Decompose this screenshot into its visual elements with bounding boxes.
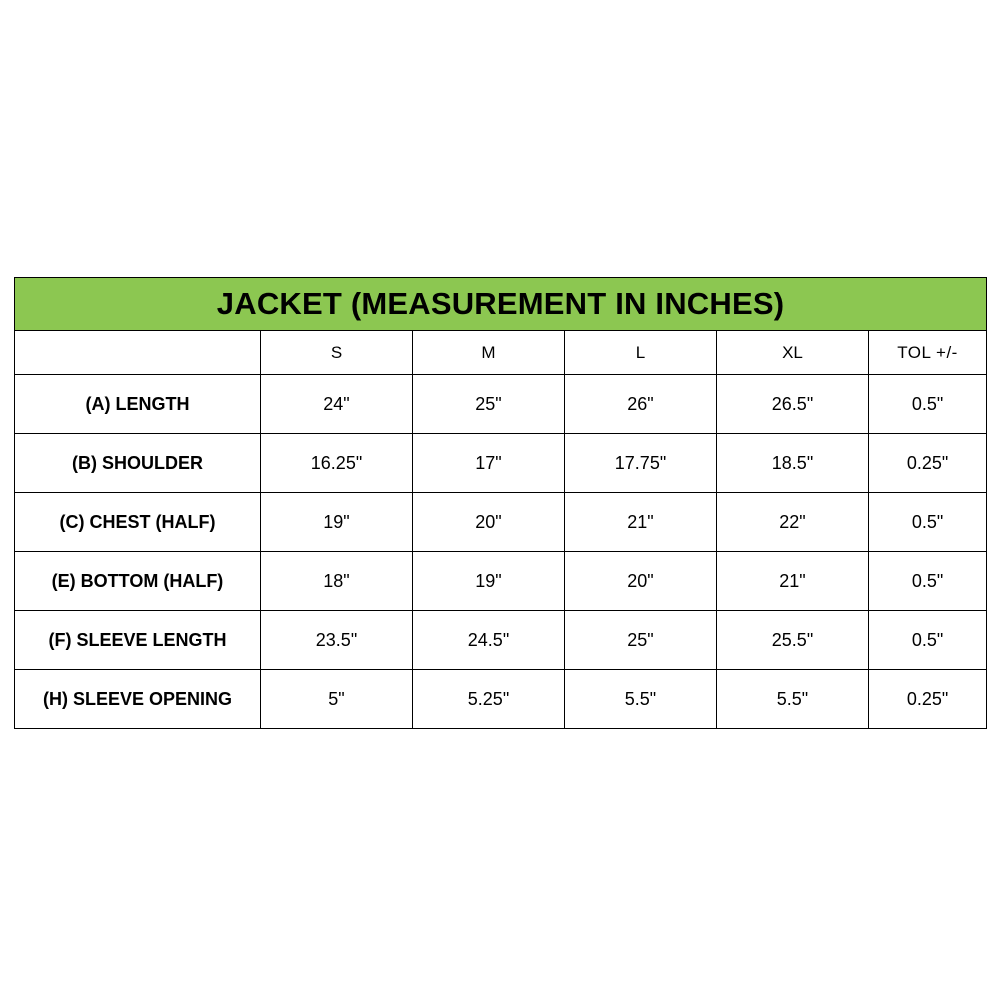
cell-length-tol: 0.5" xyxy=(869,375,987,434)
table-row xyxy=(15,434,987,493)
table-row xyxy=(15,493,987,552)
cell-bottom-tol: 0.5" xyxy=(869,552,987,611)
cell-shoulder-xl: 18.5" xyxy=(717,434,869,493)
cell-bottom-l: 20" xyxy=(565,552,717,611)
column-header-m: M xyxy=(413,331,565,375)
table-title-row xyxy=(15,278,987,331)
table-row xyxy=(15,670,987,729)
table-row xyxy=(15,552,987,611)
cell-bottom-xl: 21" xyxy=(717,552,869,611)
cell-shoulder-s: 16.25" xyxy=(261,434,413,493)
cell-sleeve-length-tol: 0.5" xyxy=(869,611,987,670)
row-label-bottom-half: (E) BOTTOM (HALF) xyxy=(15,552,261,611)
row-label-shoulder: (B) SHOULDER xyxy=(15,434,261,493)
cell-length-s: 24" xyxy=(261,375,413,434)
cell-shoulder-tol: 0.25" xyxy=(869,434,987,493)
cell-bottom-m: 19" xyxy=(413,552,565,611)
table-row xyxy=(15,611,987,670)
cell-sleeve-length-m: 24.5" xyxy=(413,611,565,670)
cell-bottom-s: 18" xyxy=(261,552,413,611)
column-header-s: S xyxy=(261,331,413,375)
cell-chest-l: 21" xyxy=(565,493,717,552)
column-header-blank xyxy=(15,331,261,375)
table-row xyxy=(15,375,987,434)
cell-sleeve-length-xl: 25.5" xyxy=(717,611,869,670)
table-header-row xyxy=(15,331,987,375)
column-header-tolerance: TOL +/- xyxy=(869,331,987,375)
column-header-l: L xyxy=(565,331,717,375)
cell-sleeve-opening-l: 5.5" xyxy=(565,670,717,729)
cell-shoulder-m: 17" xyxy=(413,434,565,493)
table-title: JACKET (MEASUREMENT IN INCHES) xyxy=(15,278,987,331)
cell-sleeve-length-l: 25" xyxy=(565,611,717,670)
row-label-chest-half: (C) CHEST (HALF) xyxy=(15,493,261,552)
cell-sleeve-length-s: 23.5" xyxy=(261,611,413,670)
row-label-length: (A) LENGTH xyxy=(15,375,261,434)
row-label-sleeve-opening: (H) SLEEVE OPENING xyxy=(15,670,261,729)
cell-sleeve-opening-tol: 0.25" xyxy=(869,670,987,729)
row-label-sleeve-length: (F) SLEEVE LENGTH xyxy=(15,611,261,670)
measurement-table xyxy=(14,277,987,729)
cell-sleeve-opening-xl: 5.5" xyxy=(717,670,869,729)
cell-sleeve-opening-s: 5" xyxy=(261,670,413,729)
cell-sleeve-opening-m: 5.25" xyxy=(413,670,565,729)
cell-chest-m: 20" xyxy=(413,493,565,552)
size-chart-container xyxy=(14,277,986,729)
cell-length-m: 25" xyxy=(413,375,565,434)
cell-chest-s: 19" xyxy=(261,493,413,552)
cell-chest-xl: 22" xyxy=(717,493,869,552)
cell-shoulder-l: 17.75" xyxy=(565,434,717,493)
column-header-xl: XL xyxy=(717,331,869,375)
cell-length-l: 26" xyxy=(565,375,717,434)
cell-length-xl: 26.5" xyxy=(717,375,869,434)
cell-chest-tol: 0.5" xyxy=(869,493,987,552)
